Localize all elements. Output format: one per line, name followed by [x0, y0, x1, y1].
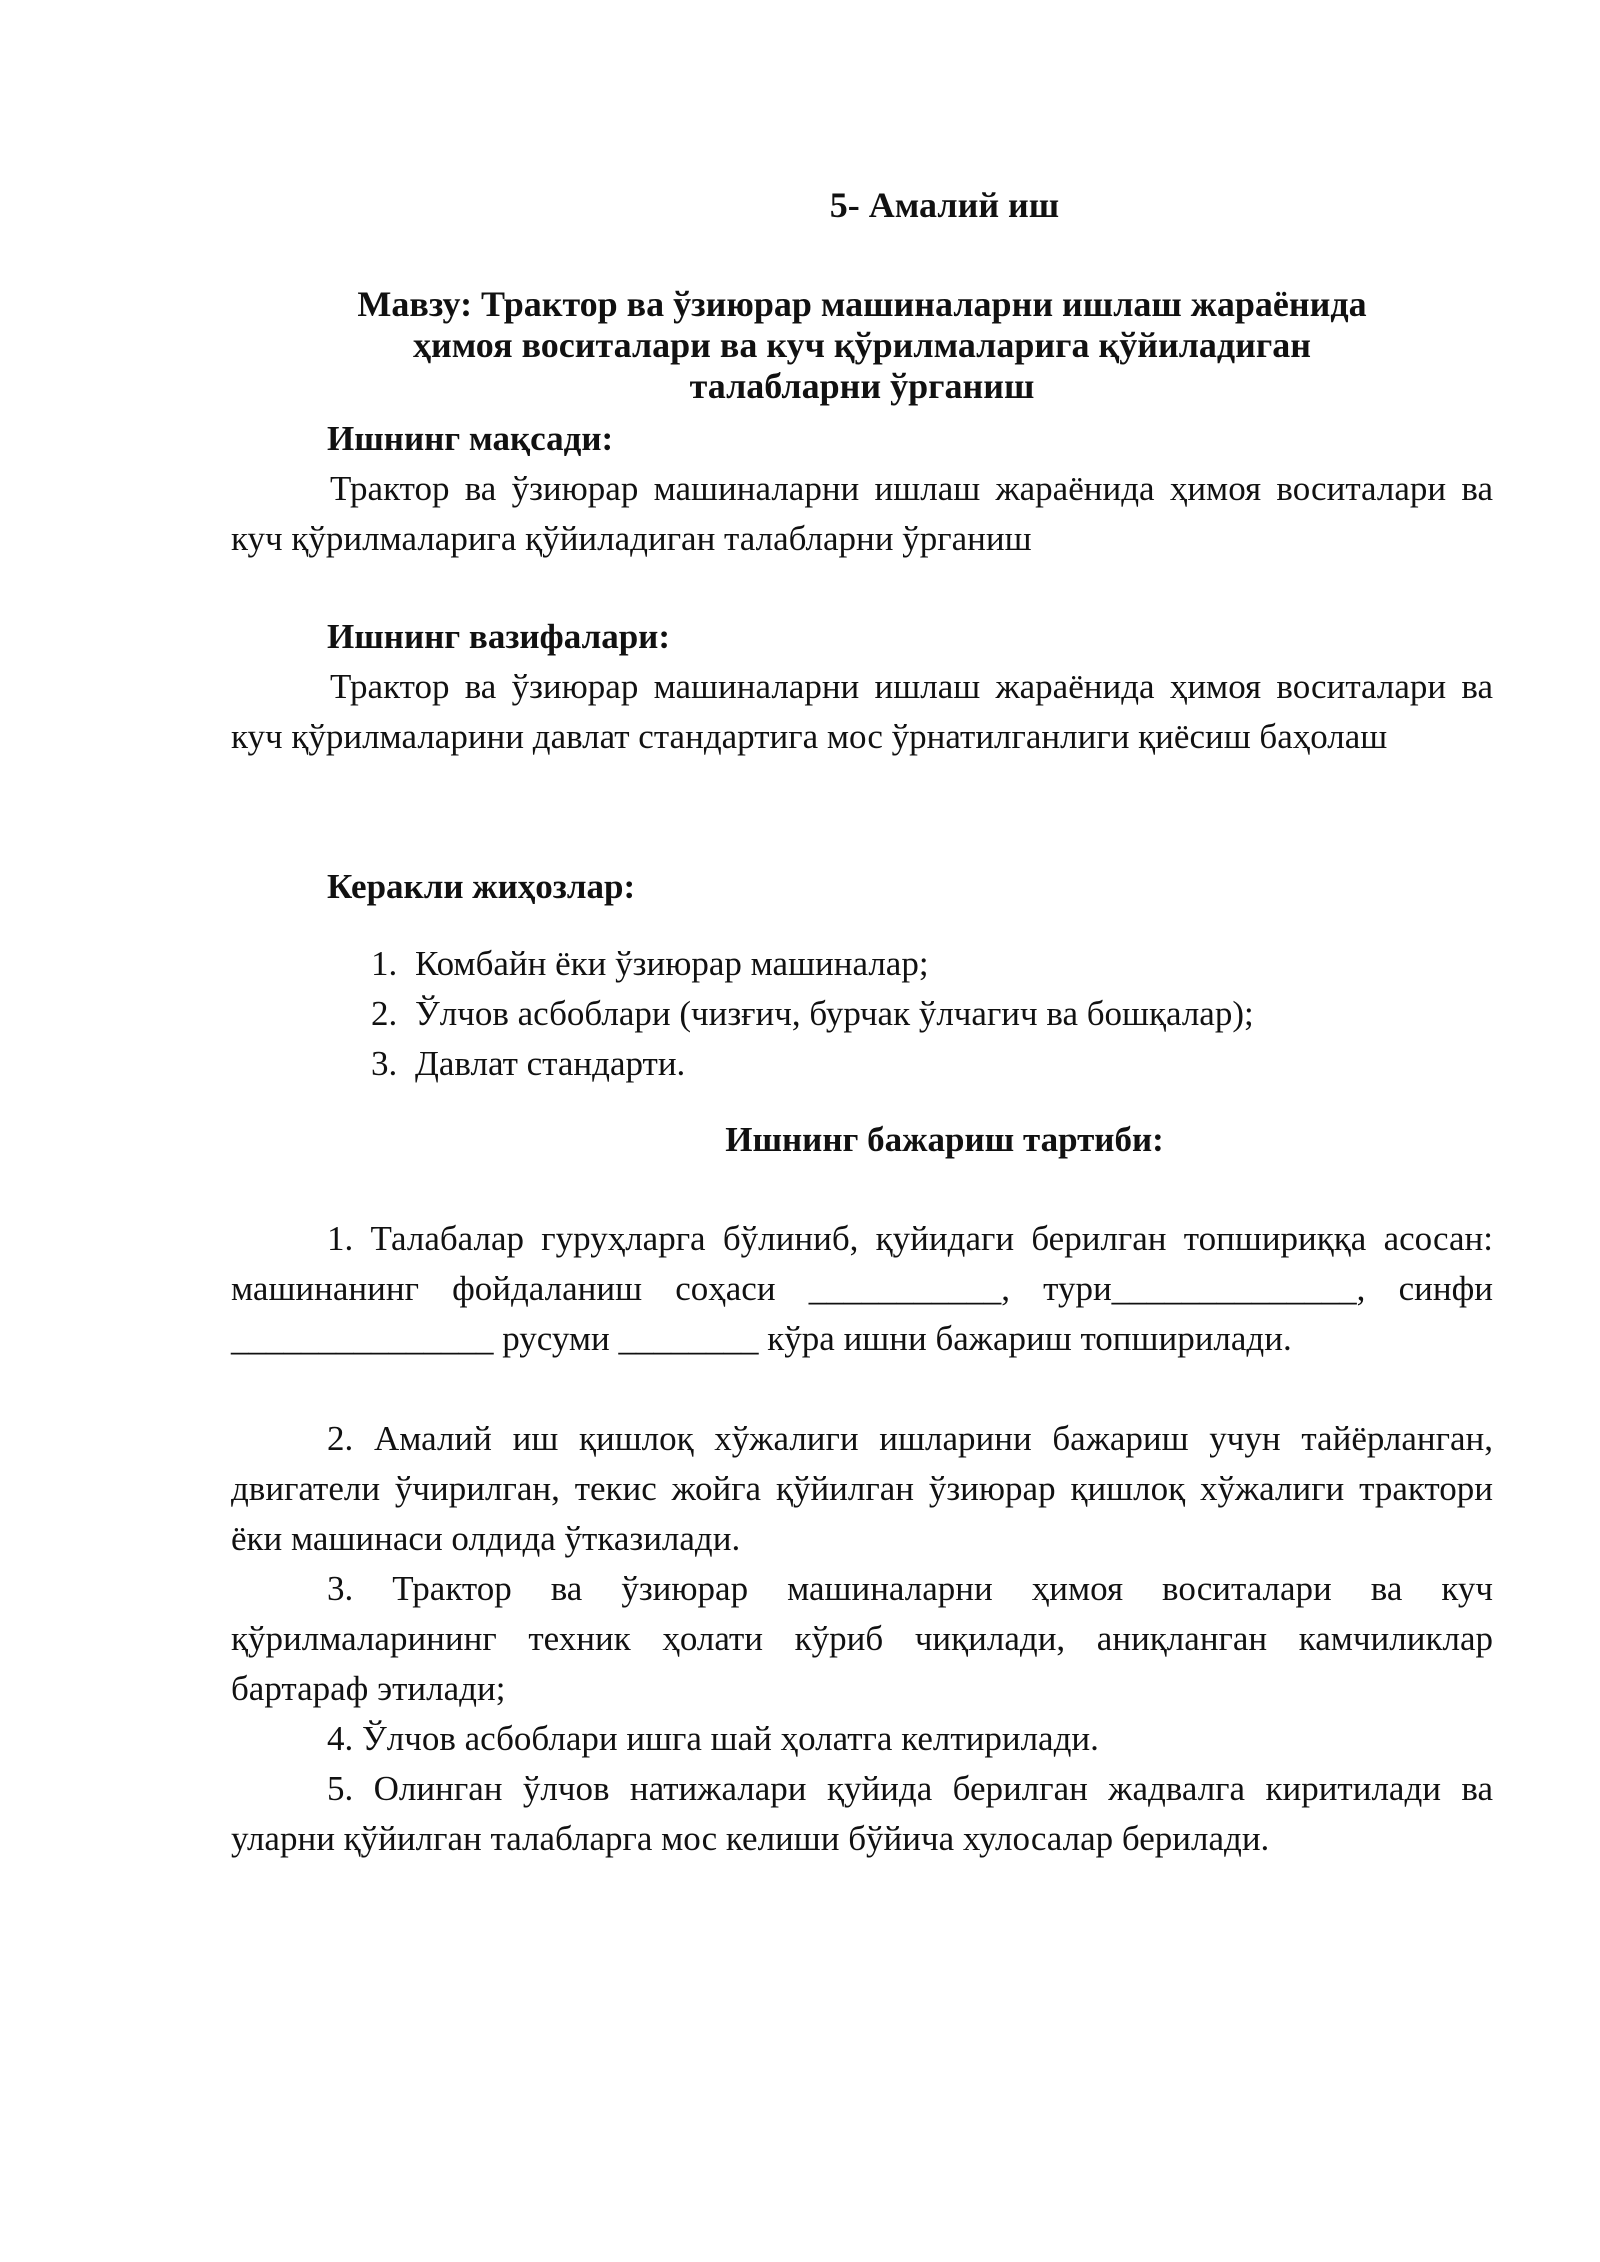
list-item [371, 1039, 1471, 1089]
list-item [371, 989, 1471, 1039]
topic-line: Мавзу: Трактор ва ўзиюрар машиналарни ишлаш жараёнида [357, 284, 1367, 324]
goal-heading: Ишнинг мақсади: [327, 419, 614, 458]
fill-in-blank: ________ [618, 1319, 759, 1358]
step-text: 1. Талабалар гуруҳларга бўлиниб, қуйидаги берилган топшириққа асосан: машинанинг фойдаланиш соҳаси [231, 1219, 1493, 1308]
list-item-number: 3. [371, 1044, 398, 1083]
list-item-text: Комбайн ёки ўзиюрар машиналар; [415, 944, 929, 983]
procedure-step-1 [231, 1214, 1493, 1364]
topic-line: ҳимоя воситалари ва куч қўрилмаларига қўйиладиган [413, 325, 1311, 365]
goal-text: Трактор ва ўзиюрар машиналарни ишлаш жараёнида ҳимоя воситалари ва куч қўрилмаларига қўйиладиган талабларни ўрганиш [231, 469, 1493, 558]
tasks-heading: Ишнинг вазифалари: [327, 617, 670, 656]
step-text: русуми [493, 1319, 619, 1358]
list-item-text: Давлат стандарти. [415, 1044, 686, 1083]
fill-in-blank: ___________ [808, 1269, 1002, 1308]
tasks-text: Трактор ва ўзиюрар машиналарни ишлаш жараёнида ҳимоя воситалари ва куч қўрилмаларини давлат стандартига мос ўрнатилганлиги қиёсиш баҳолаш [231, 667, 1493, 756]
list-item-number: 2. [371, 994, 398, 1033]
step-text: , тури [1001, 1269, 1112, 1308]
list-item-text: Ўлчов асбоблари (чизғич, бурчак ўлчагич ва бошқалар); [415, 994, 1254, 1033]
topic-line: талабларни ўрганиш [689, 366, 1035, 406]
equipment-heading: Керакли жиҳозлар: [327, 867, 636, 906]
step-text: , синфи [1356, 1269, 1493, 1308]
list-item [371, 939, 1471, 989]
procedure-step-5: 5. Олинган ўлчов натижалари қуйида берилган жадвалга киритилади ва уларни қўйилган талабларга мос келиши бўйича хулосалар берилади. [231, 1769, 1493, 1858]
procedure-step-2: 2. Амалий иш қишлоқ хўжалиги ишларини бажариш учун тайёрланган, двигатели ўчирилган, текис жойга қўйилган ўзиюрар қишлоқ хўжалиги трактори ёки машинаси олдида ўтказилади. [231, 1419, 1493, 1558]
list-item-number: 1. [371, 944, 398, 983]
document-title: 5- Амалий иш [829, 185, 1060, 225]
topic-block [231, 284, 1493, 407]
procedure-step-4: 4. Ўлчов асбоблари ишга шай ҳолатга келтирилади. [327, 1719, 1099, 1758]
procedure-heading: Ишнинг бажариш тартиби: [725, 1120, 1164, 1159]
fill-in-blank: _______________ [231, 1319, 494, 1358]
step-text: кўра ишни бажариш топширилади. [758, 1319, 1292, 1358]
equipment-list [371, 939, 1471, 1089]
procedure-step-3: 3. Трактор ва ўзиюрар машиналарни ҳимоя воситалари ва куч қўрилмаларининг техник ҳолати кўриб чиқилади, аниқланган камчиликлар бартараф этилади; [231, 1569, 1493, 1708]
fill-in-blank: ______________ [1111, 1269, 1357, 1308]
